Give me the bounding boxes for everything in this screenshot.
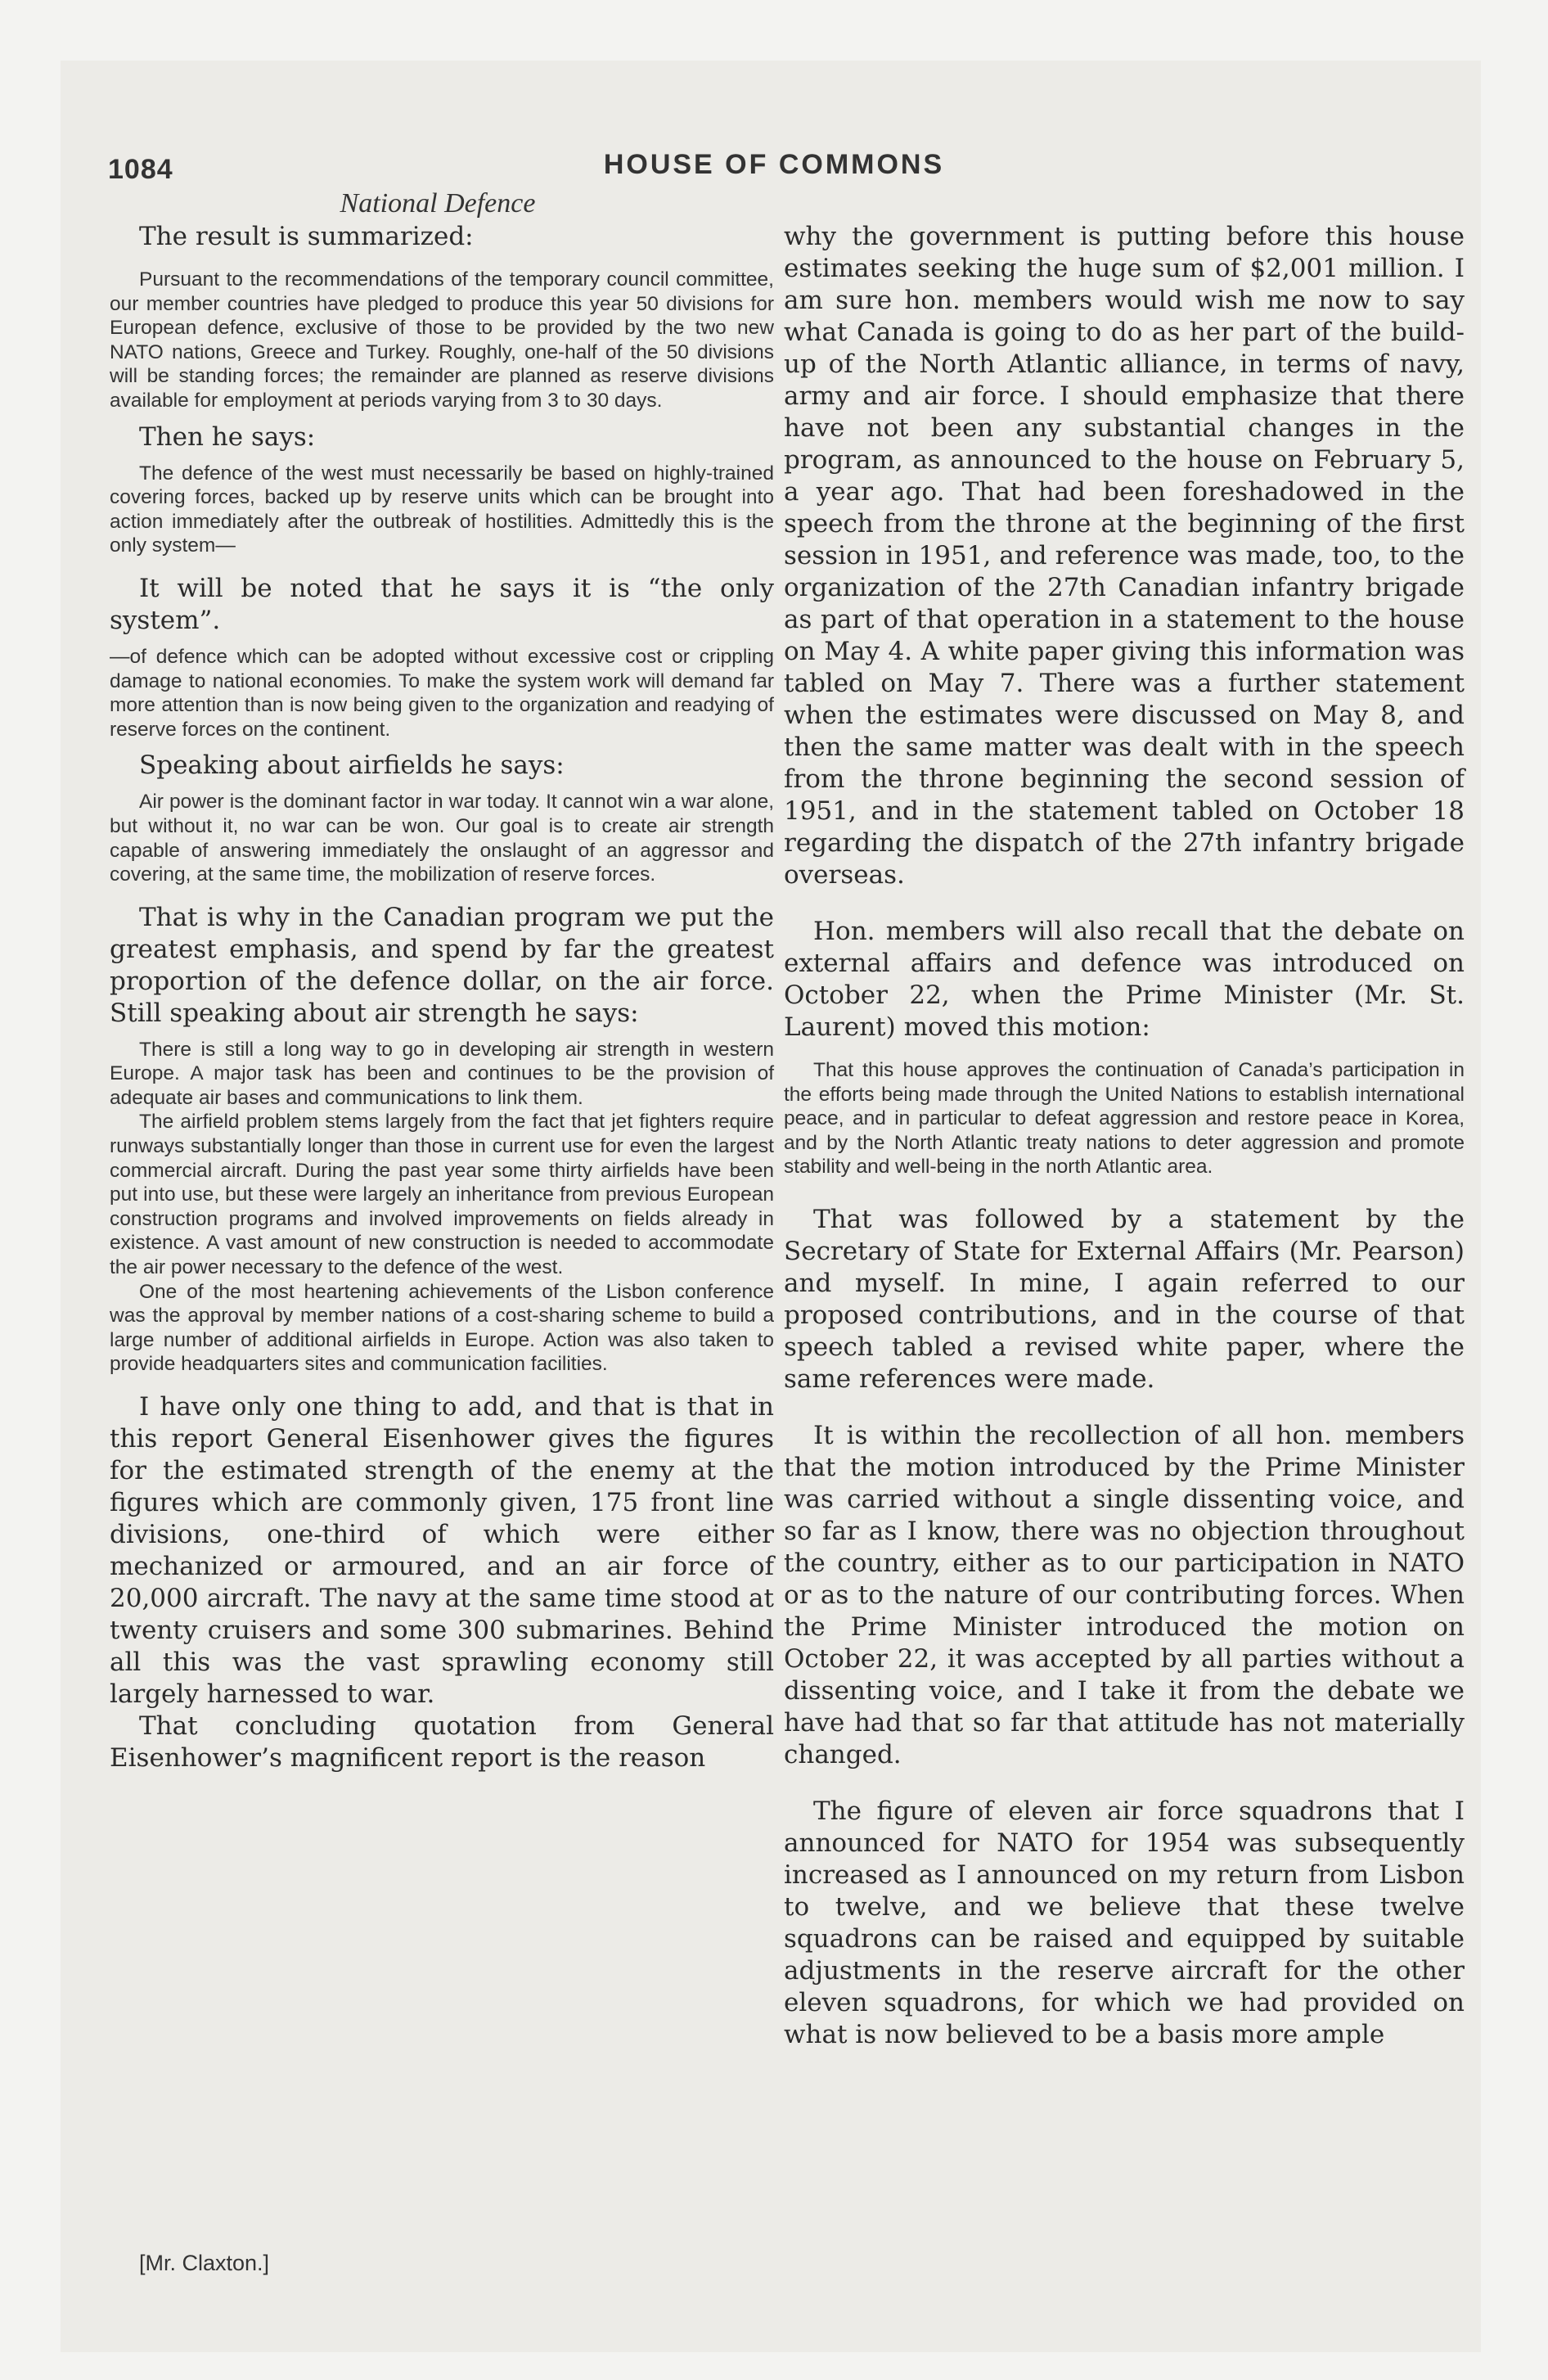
body-paragraph: That was followed by a statement by the Secretary of State for External Affairs (Mr. Pearson) and myself. In mine, I again referred to our proposed contributions, and in the course of that speech tabled a revised white paper, where the same references were made. [784, 1204, 1465, 1394]
body-paragraph: That is why in the Canadian program we put the greatest emphasis, and spend by far the greatest proportion of the defence dollar, on the air force. Still speaking about air strength he says: [110, 902, 774, 1028]
quotation: That this house approves the continuation of Canada’s participation in the efforts being made through the United Nations to establish international peace, and in particular to defeat aggression and restore peace in Korea, and by the North Atlantic treaty nations to deter aggression and promote stability and well-being in the north Atlantic area. [784, 1059, 1465, 1179]
body-paragraph: Then he says: [139, 421, 316, 452]
body-paragraph: It will be noted that he says it is “the only system”. [110, 573, 774, 635]
body-paragraph: Hon. members will also recall that the debate on external affairs and defence was introduced on October 22, when the Prime Minister (Mr. St. Laurent) moved this motion: [784, 917, 1465, 1042]
running-head: HOUSE OF COMMONS [603, 149, 945, 180]
speaker-note: [Mr. Claxton.] [139, 2251, 270, 2275]
body-paragraph: Speaking about airfields he says: [139, 751, 565, 781]
quotation: —of defence which can be adopted without excessive cost or crippling damage to national economies. To make the system work will demand far more attention than is now being given to the organization and readying of reserve forces on the continent. [110, 645, 774, 741]
quotation: There is still a long way to go in developing air strength in western Europe. A major task has been and continues to be the provision of adequate air bases and communications to link them. [110, 1038, 774, 1109]
body-paragraph: why the government is putting before this house estimates seeking the huge sum of $2,001 million. I am sure hon. members would wish me now to say what Canada is going to do as her part of the build-up of the North Atlantic alliance, in terms of navy, army and air force. I should emphasize that there have not been any substantial changes in the program, as announced to the house on February 5, a year ago. That had been foreshadowed in the speech from the throne at the beginning of the first session in 1951, and reference was made, too, to the organization of the 27th Canadian infantry brigade as part of that operation in a statement to the house on May 4. A white paper giving this information was tabled on May 7. There was a further statement when the estimates were discussed on May 8, and then the same matter was dealt with in the speech from the throne beginning the second session of 1951, and in the statement tabled on October 18 regarding the dispatch of the 27th infantry brigade overseas. [784, 222, 1465, 890]
quotation: Air power is the dominant factor in war today. It cannot win a war alone, but without it, no war can be won. Our goal is to create air strength capable of answering immediately the onslaught of an aggressor and covering, at the same time, the mobilization of reserve forces. [110, 791, 774, 886]
left-column [110, 221, 774, 1774]
body-paragraph: The figure of eleven air force squadrons that I announced for NATO for 1954 was subsequently increased as I announced on my return from Lisbon to twelve, and we believe that these twelve squadrons can be raised and equipped by suitable adjustments in the reserve aircraft for the other eleven squadrons, for which we had provided on what is now believed to be a basis more ample [784, 1796, 1465, 2049]
quotation: The airfield problem stems largely from the fact that jet fighters require runways substantially longer than those in current use for even the largest commercial aircraft. During the past year some thirty airfields have been put into use, but these were largely an inheritance from previous European construction programs and involved improvements on fields already in existence. A vast amount of new construction is needed to accommodate the air power necessary to the defence of the west. [110, 1111, 774, 1279]
quotation: One of the most heartening achievements of the Lisbon conference was the approval by member nations of a cost-sharing scheme to build a large number of additional airfields in Europe. Action was also taken to provide headquarters sites and communication facilities. [110, 1280, 774, 1376]
body-paragraph: The result is summarized: [139, 222, 474, 251]
page-number: 1084 [108, 154, 173, 185]
quotation: The defence of the west must necessarily be based on highly-trained covering forces, backed up by reserve units which can be brought into action immediately after the outbreak of hostilities. Admittedly this is the only system— [110, 462, 774, 557]
section-title: National Defence [340, 188, 536, 219]
quotation: Pursuant to the recommendations of the temporary council committee, our member countries have pledged to produce this year 50 divisions for European defence, exclusive of those to be provided by the two new NATO nations, Greece and Turkey. Roughly, one-half of the 50 divisions will be standing forces; the remainder are planned as reserve divisions available for employment at periods varying from 3 to 30 days. [110, 268, 774, 412]
body-paragraph: It is within the recollection of all hon. members that the motion introduced by the Prime Minister was carried without a single dissenting voice, and so far as I know, there was no objection throughout the country, either as to our participation in NATO or as to the nature of our contributing forces. When the Prime Minister introduced the motion on October 22, it was accepted by all parties without a dissenting voice, and I take it from the debate we have had that so far that attitude has not materially changed. [784, 1420, 1465, 1769]
right-column [784, 221, 1465, 2051]
body-paragraph: That concluding quotation from General Eisenhower’s magnificent report is the reason [110, 1711, 774, 1773]
body-paragraph: I have only one thing to add, and that is that in this report General Eisenhower gives the figures for the estimated strength of the enemy at the figures which are commonly given, 175 front line divisions, one-third of which were either mechanized or armoured, and an air force of 20,000 aircraft. The navy at the same time stood at twenty cruisers and some 300 submarines. Behind all this was the vast sprawling economy still largely harnessed to war. [110, 1392, 774, 1709]
